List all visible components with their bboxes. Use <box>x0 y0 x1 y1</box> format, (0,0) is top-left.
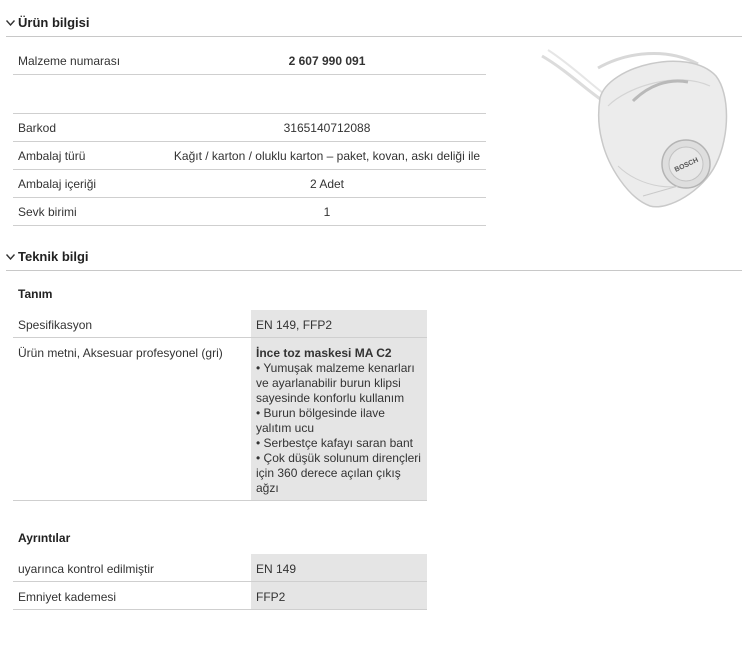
tech-row-product-text <box>13 338 427 501</box>
info-row-barcode <box>13 114 486 142</box>
product-text-line: sayesinde konforlu kullanım <box>256 391 405 405</box>
tech-row-specification <box>13 310 427 338</box>
tech-row-tested-according <box>13 554 427 582</box>
tech-label: uyarınca kontrol edilmiştir <box>18 562 155 576</box>
description-heading: Tanım <box>18 287 53 301</box>
chevron-down-icon <box>6 254 16 260</box>
product-text-line: ağzı <box>256 481 279 495</box>
info-row-material-number <box>13 46 486 75</box>
product-text-line: • Yumuşak malzeme kenarları <box>256 361 415 375</box>
product-image-dust-mask <box>538 46 738 216</box>
section-header-technical-info[interactable] <box>6 249 742 271</box>
info-value: 2 Adet <box>309 177 345 191</box>
tech-row-safety-level <box>13 582 427 610</box>
info-value: 2 607 990 091 <box>288 54 366 68</box>
tech-value <box>251 582 427 609</box>
info-label: Barkod <box>18 121 57 135</box>
product-text-title: İnce toz maskesi MA C2 <box>256 346 392 360</box>
info-row-shipping-unit <box>13 198 486 226</box>
chevron-down-icon <box>6 20 16 26</box>
info-row-empty <box>13 75 486 114</box>
tech-label: Emniyet kademesi <box>18 590 117 604</box>
info-value: 1 <box>323 205 331 219</box>
product-text-line: • Serbestçe kafayı saran bant <box>256 436 413 450</box>
info-value: 3165140712088 <box>283 121 371 135</box>
tech-value <box>251 310 427 337</box>
details-heading: Ayrıntılar <box>18 531 71 545</box>
product-text-line: yalıtım ucu <box>256 421 315 435</box>
info-row-packaging-type <box>13 142 486 170</box>
info-label: Ambalaj içeriği <box>18 177 97 191</box>
info-row-packaging-content <box>13 170 486 198</box>
section-header-product-info[interactable] <box>6 15 742 37</box>
info-value: Kağıt / karton / oluklu karton – paket, kovan, askı deliği ile <box>173 149 481 163</box>
info-label: Sevk birimi <box>18 205 77 219</box>
tech-label: Spesifikasyon <box>18 318 93 332</box>
tech-label: Ürün metni, Aksesuar profesyonel (gri) <box>18 346 223 360</box>
info-label: Ambalaj türü <box>18 149 86 163</box>
section-title: Ürün bilgisi <box>18 15 90 30</box>
brand-logo-text: BOSCH <box>673 156 700 174</box>
spec-value: EN 149, FFP2 <box>256 318 333 332</box>
product-text-line: • Çok düşük solunum dirençleri <box>256 451 421 465</box>
product-text-line: • Burun bölgesinde ilave <box>256 406 385 420</box>
product-text-line: ve ayarlanabilir burun klipsi <box>256 376 401 390</box>
section-title: Teknik bilgi <box>18 249 89 264</box>
tech-value <box>251 554 427 581</box>
detail-value: EN 149 <box>256 562 297 576</box>
info-label: Malzeme numarası <box>18 54 121 68</box>
detail-value: FFP2 <box>256 590 286 604</box>
product-text-line: için 360 derece açılan çıkış <box>256 466 401 480</box>
product-text-cell <box>251 338 427 500</box>
